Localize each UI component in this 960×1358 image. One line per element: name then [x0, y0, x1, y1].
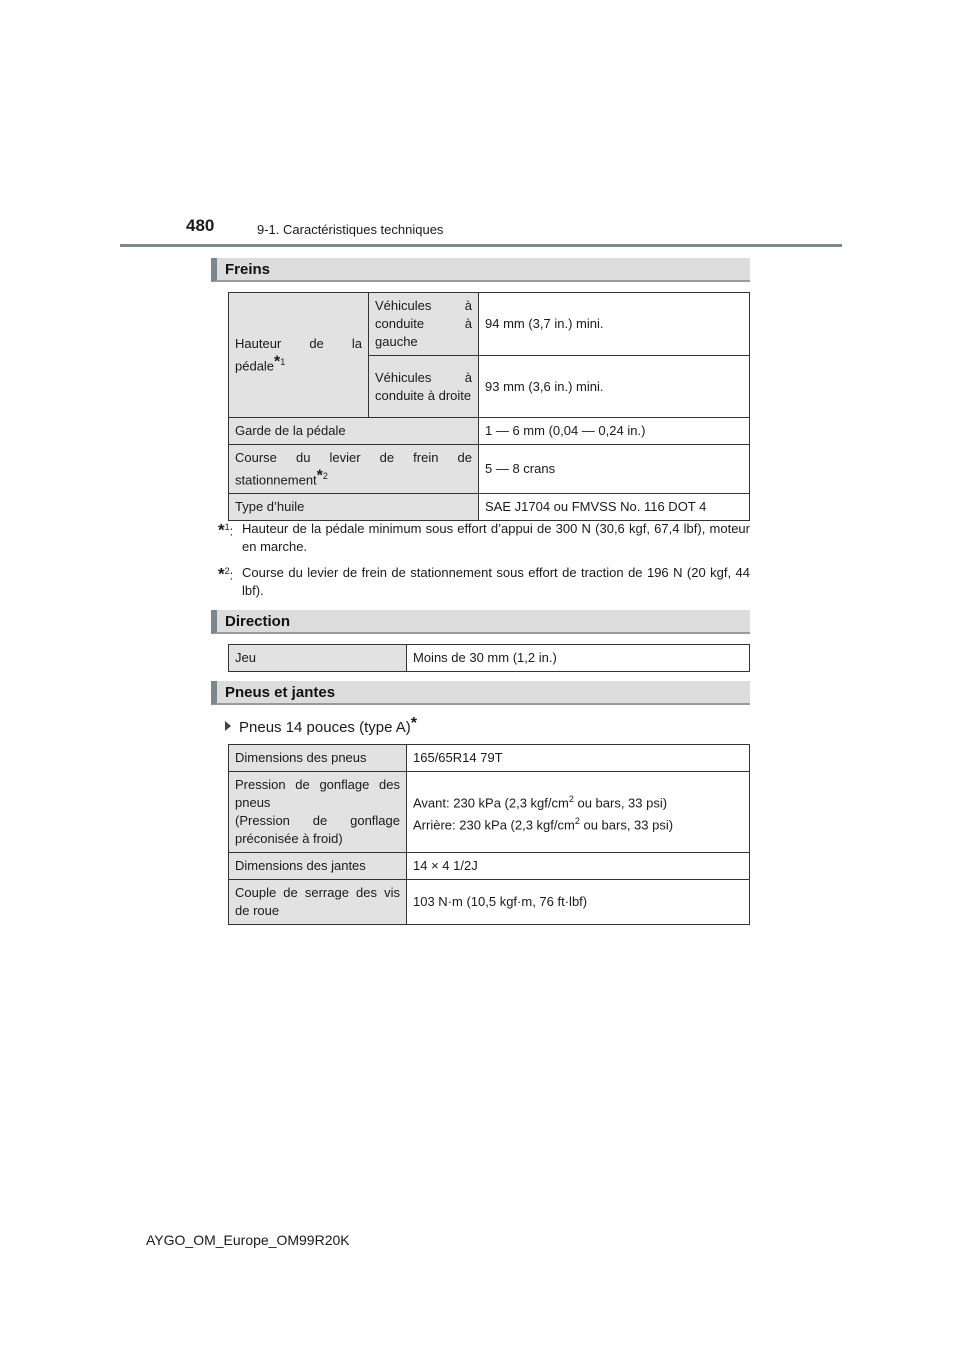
section-freins	[211, 258, 750, 282]
pression-label	[229, 772, 407, 853]
direction-table	[228, 644, 750, 672]
couple-line2: de roue	[235, 903, 280, 918]
jeu-value: Moins de 30 mm (1,2 in.)	[407, 645, 750, 672]
hauteur-line2: pédale	[235, 358, 275, 374]
jeu-label: Jeu	[229, 645, 407, 672]
dim-jantes-label: Dimensions des jantes	[229, 853, 407, 880]
section-pneus	[211, 681, 750, 705]
course-value: 5 — 8 crans	[479, 445, 750, 494]
asterisk-icon: *	[274, 353, 281, 371]
freins-table	[228, 292, 750, 521]
pneus-subhead	[225, 715, 417, 736]
pneus-table	[228, 744, 750, 925]
dim-pneus-value: 165/65R14 79T	[407, 745, 750, 772]
hauteur-label	[229, 293, 369, 418]
section-direction-title: Direction	[225, 613, 291, 630]
course-label	[229, 445, 479, 494]
footer-doc-id: AYGO_OM_Europe_OM99R20K	[146, 1232, 350, 1248]
footnote-2	[218, 564, 750, 600]
droite-label: Véhicules à conduite à droite	[369, 356, 479, 418]
dim-jantes-value: 14 × 4 1/2J	[407, 853, 750, 880]
triangle-bullet-icon	[225, 721, 231, 731]
course-line1: Course du levier de frein de	[235, 450, 472, 465]
couple-value: 103 N·m (10,5 kgf·m, 76 ft·lbf)	[407, 880, 750, 925]
section-pneus-title: Pneus et jantes	[225, 684, 336, 701]
pression-avant: Avant: 230 kPa (2,3 kgf/$cm^2$ ou bars, 33 psi)	[413, 793, 668, 810]
garde-value: 1 — 6 mm (0,04 — 0,24 in.)	[479, 418, 750, 445]
couple-line1: Couple de serrage des vis	[235, 885, 400, 900]
footnote-2-text: Course du levier de frein de stationnement sous effort de traction de 196 N (20 kgf, 44 lbf).	[242, 565, 750, 598]
pression-line2: pneus	[235, 795, 271, 810]
asterisk-icon: *	[410, 715, 418, 732]
pression-line1: Pression de gonflage des	[235, 777, 400, 792]
garde-label: Garde de la pédale	[229, 418, 479, 445]
footnote-1	[218, 520, 750, 556]
asterisk-icon: *	[218, 520, 225, 540]
pression-line4: préconisée à froid)	[235, 831, 343, 846]
course-line2: stationnement	[235, 472, 317, 488]
header-rule	[120, 244, 842, 247]
huile-value: SAE J1704 ou FMVSS No. 116 DOT 4	[479, 494, 750, 521]
footnote-2-mark: *$^2$:	[218, 564, 234, 584]
chapter-title: 9-1. Caractéristiques techniques	[257, 222, 444, 237]
hauteur-sup: 1	[280, 356, 286, 367]
footnote-1-text: Hauteur de la pédale minimum sous effort d’appui de 300 N (30,6 kgf, 67,4 lbf), moteur en marche.	[242, 521, 750, 554]
pneus-subhead-text: Pneus 14 pouces (type A)	[239, 719, 411, 736]
dim-pneus-label: Dimensions des pneus	[229, 745, 407, 772]
page-number: 480	[186, 216, 215, 235]
hauteur-line1: Hauteur de la	[235, 335, 362, 351]
pression-value	[407, 772, 750, 853]
pression-line3: (Pression de gonflage	[235, 813, 400, 828]
asterisk-icon: *	[218, 564, 225, 584]
gauche-value: 94 mm (3,7 in.) mini.	[479, 293, 750, 356]
gauche-label: Véhicules à conduite à gauche	[369, 293, 479, 356]
section-direction	[211, 610, 750, 634]
asterisk-icon: *	[316, 467, 323, 485]
pression-arriere: Arrière: 230 kPa (2,3 kgf/$cm^2$ ou bars, 33 psi)	[413, 816, 674, 833]
footnote-1-mark: *$^1$:	[218, 520, 234, 540]
section-freins-title: Freins	[225, 261, 271, 278]
huile-label: Type d’huile	[229, 494, 479, 521]
droite-value: 93 mm (3,6 in.) mini.	[479, 356, 750, 418]
couple-label	[229, 880, 407, 925]
course-sup: 2	[322, 471, 328, 481]
